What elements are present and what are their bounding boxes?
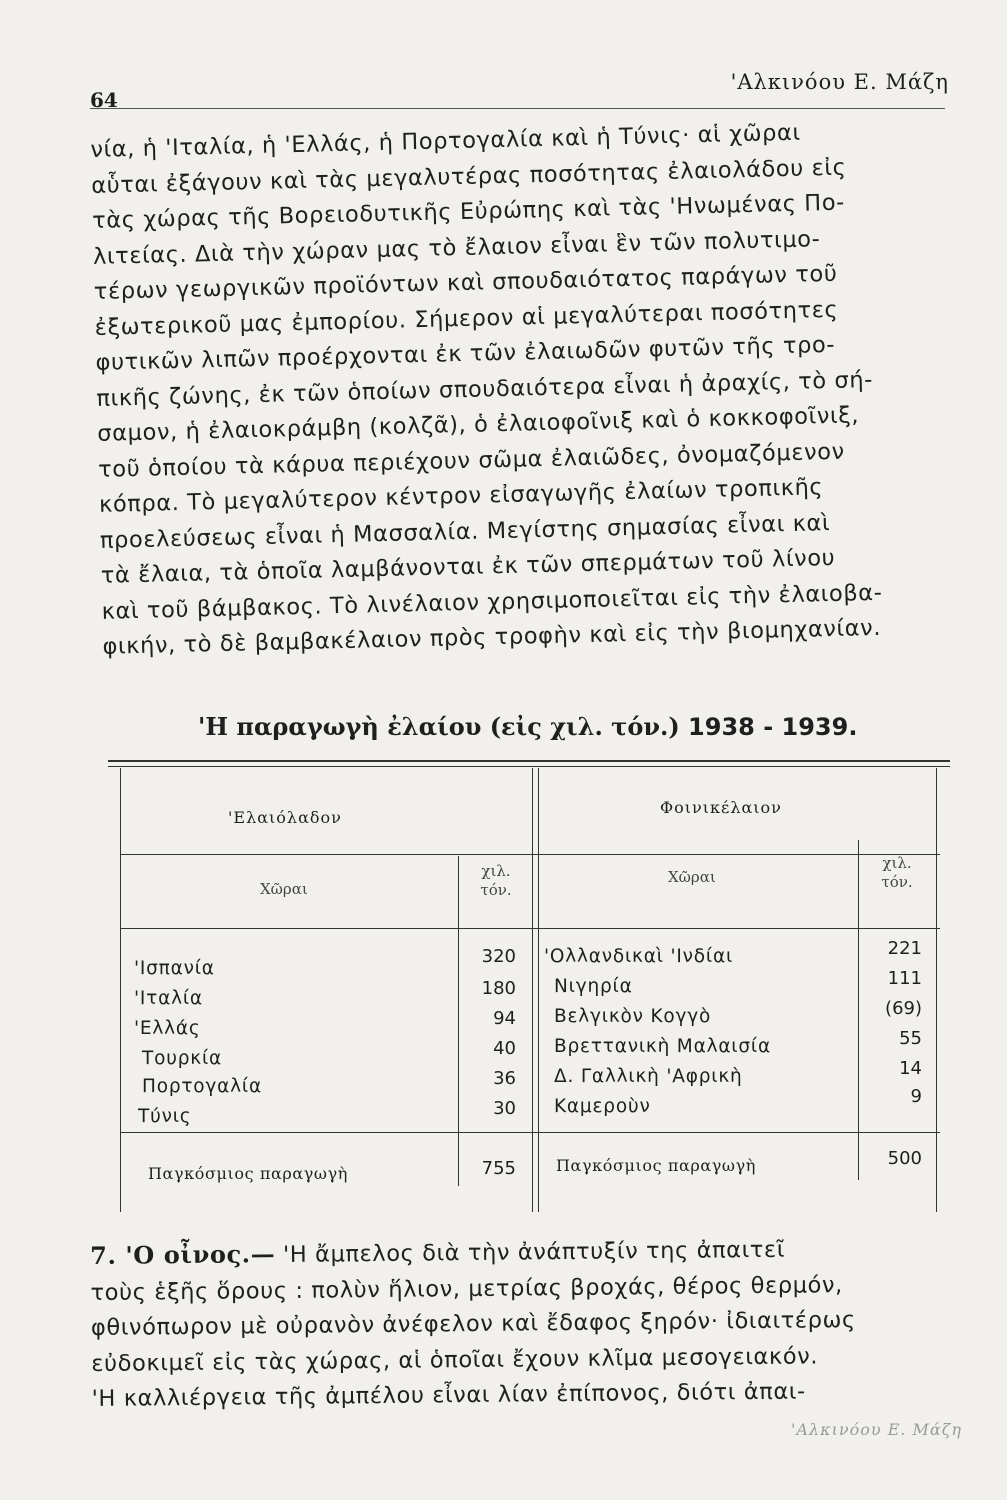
table-middle-divider-2 [538, 768, 539, 1212]
left-row-country: Τύνις [138, 1106, 192, 1127]
section-heading: 7. 'Ο οἶνος.— [90, 1239, 276, 1270]
left-row-value: 36 [493, 1068, 516, 1089]
left-value-divider [458, 856, 459, 1186]
table-title-text: 'Η παραγωγὴ ἐλαίου (εἰς χιλ. τόν.) [198, 712, 680, 741]
table-header-rule [120, 928, 940, 929]
text-line: ἐξωτερικοῦ μας ἐμπορίου. Σήμερον αἱ μεγαλύτεραι ποσότητες [94, 296, 839, 341]
right-row-value: (69) [885, 998, 922, 1019]
table-group-rule [120, 854, 940, 855]
right-row-value: 111 [887, 968, 922, 989]
table-top-rule [108, 760, 950, 762]
left-row-country: Πορτογαλία [142, 1076, 262, 1097]
unit-line: χιλ. [481, 862, 511, 880]
oil-production-table [120, 760, 948, 1212]
text-line: τὰς χώρας τῆς Βορειοδυτικῆς Εὐρώπης καὶ τὰς 'Ηνωμένας Πο- [91, 189, 846, 234]
text-line: πικῆς ζώνης, ἐκ τῶν ὁποίων σπουδαιότερα εἶναι ἡ ἀραχίς, τὸ σή- [96, 366, 874, 412]
paragraph-wine [90, 1229, 962, 1418]
olive-oil-header: 'Ελαιόλαδον [228, 808, 342, 827]
unit-line: τόν. [480, 881, 512, 899]
text-line: 'Η καλλιέργεια τῆς ἀμπέλου εἶναι λίαν ἐπίπονος, διότι ἀπαι- [91, 1378, 806, 1412]
right-row-value: 14 [899, 1058, 922, 1079]
right-row-country: 'Ολλανδικαὶ 'Ινδίαι [544, 946, 733, 967]
left-row-country: 'Ελλάς [134, 1018, 201, 1039]
left-total-label: Παγκόσμιος παραγωγὴ [148, 1164, 348, 1183]
right-value-divider [858, 840, 859, 1180]
page-number: 64 [90, 88, 118, 112]
text-line: τοῦ ὁποίου τὰ κάρυα περιέχουν σῶμα ἐλαιῶδες, ὀνομαζόμενον [97, 438, 846, 483]
right-row-country: Βελγικὸν Κογγὸ [554, 1006, 712, 1027]
left-row-value: 40 [493, 1038, 516, 1059]
table-body-rule [120, 1132, 940, 1133]
unit-line: χιλ. [882, 854, 912, 872]
footer-signature: 'Αλκινόου Ε. Μάζη [791, 1420, 962, 1439]
right-total-value: 500 [887, 1148, 922, 1169]
left-row-value: 320 [481, 946, 516, 967]
left-row-value: 30 [493, 1098, 516, 1119]
left-unit-col-header [466, 862, 526, 900]
left-row-country: Τουρκία [142, 1048, 223, 1069]
table-middle-divider [532, 768, 533, 1212]
unit-line: τόν. [881, 873, 913, 891]
text-line: αὗται ἐξάγουν καὶ τὰς μεγαλυτέρας ποσότητας ἐλαιολάδου εἰς [90, 154, 847, 199]
text-line: νία, ἡ 'Ιταλία, ἡ 'Ελλάς, ἡ Πορτογαλία καὶ ἡ Τύνις· αἱ χῶραι [90, 119, 801, 163]
text-line: λιτείας. Διὰ τὴν χώραν μας τὸ ἔλαιον εἶναι ἓν τῶν πολυτιμο- [92, 225, 821, 270]
right-row-value: 55 [899, 1028, 922, 1049]
text-line: εὐδοκιμεῖ εἰς τὰς χώρας, αἱ ὁποῖαι ἔχουν κλῖμα μεσογειακόν. [91, 1342, 819, 1377]
left-row-value: 180 [481, 978, 516, 999]
text-line: φυτικῶν λιπῶν προέρχονται ἐκ τῶν ἐλαιωδῶν φυτῶν τῆς τρο- [95, 331, 836, 376]
right-total-label: Παγκόσμιος παραγωγὴ [556, 1156, 756, 1175]
text-line: τὰ ἔλαια, τὰ ὁποῖα λαμβάνονται ἐκ τῶν σπερμάτων τοῦ λίνου [100, 544, 836, 589]
right-row-country: Νιγηρία [554, 976, 633, 997]
table-right-border [936, 768, 937, 1212]
text-line: τέρων γεωργικῶν προϊόντων καὶ σπουδαιότατος παράγων τοῦ [93, 260, 838, 305]
running-head: 'Αλκινόου Ε. Μάζη [730, 70, 949, 94]
text-line: προελεύσεως εἶναι ἡ Μασσαλία. Μεγίστης σημασίας εἶναι καὶ [99, 509, 831, 554]
left-row-country: 'Ιταλία [134, 988, 203, 1009]
left-country-col-header: Χῶραι [260, 880, 308, 898]
table-title [198, 712, 857, 741]
section-first-line: 'Η ἄμπελος διὰ τὴν ἀνάπτυξίν της ἀπαιτεῖ [275, 1236, 786, 1269]
right-row-value: 9 [910, 1086, 922, 1107]
table-left-border [120, 768, 121, 1212]
right-row-country: Καμεροὺν [554, 1096, 651, 1117]
table-title-years: 1938 - 1939. [688, 713, 858, 741]
text-line: σαμον, ἡ ἐλαιοκράμβη (κολζᾶ), ὁ ἐλαιοφοῖνιξ καὶ ὁ κοκκοφοῖνιξ, [97, 402, 860, 447]
right-row-country: Βρεττανικὴ Μαλαισία [554, 1036, 771, 1057]
right-country-col-header: Χῶραι [668, 868, 716, 886]
text-line: καὶ τοῦ βάμβακος. Τὸ λινέλαιον χρησιμοποιεῖται εἰς τὴν ἐλαιοβα- [101, 579, 883, 625]
right-unit-col-header [866, 854, 928, 892]
table-top-rule-2 [108, 766, 950, 767]
text-line: κόπρα. Τὸ μεγαλύτερον κέντρον εἰσαγωγῆς ἐλαίων τροπικῆς [98, 474, 824, 518]
text-line: τοὺς ἑξῆς ὅρους : πολὺν ἥλιον, μετρίας βροχάς, θέρος θερμόν, [90, 1271, 844, 1306]
text-line: φικήν, τὸ δὲ βαμβακέλαιον πρὸς τροφὴν καὶ εἰς τὴν βιομηχανίαν. [102, 614, 882, 660]
left-total-value: 755 [481, 1158, 516, 1179]
text-line: φθινόπωρον μὲ οὐρανὸν ἀνέφελον καὶ ἔδαφος ξηρόν· ἰδιαιτέρως [90, 1306, 856, 1341]
left-row-country: 'Ισπανία [134, 958, 215, 979]
header-rule [90, 108, 945, 109]
palm-oil-header: Φοινικέλαιον [660, 798, 782, 817]
right-row-value: 221 [887, 938, 922, 959]
right-row-country: Δ. Γαλλικὴ 'Αφρικὴ [554, 1066, 743, 1087]
left-row-value: 94 [493, 1008, 516, 1029]
paragraph-oils [90, 112, 973, 666]
